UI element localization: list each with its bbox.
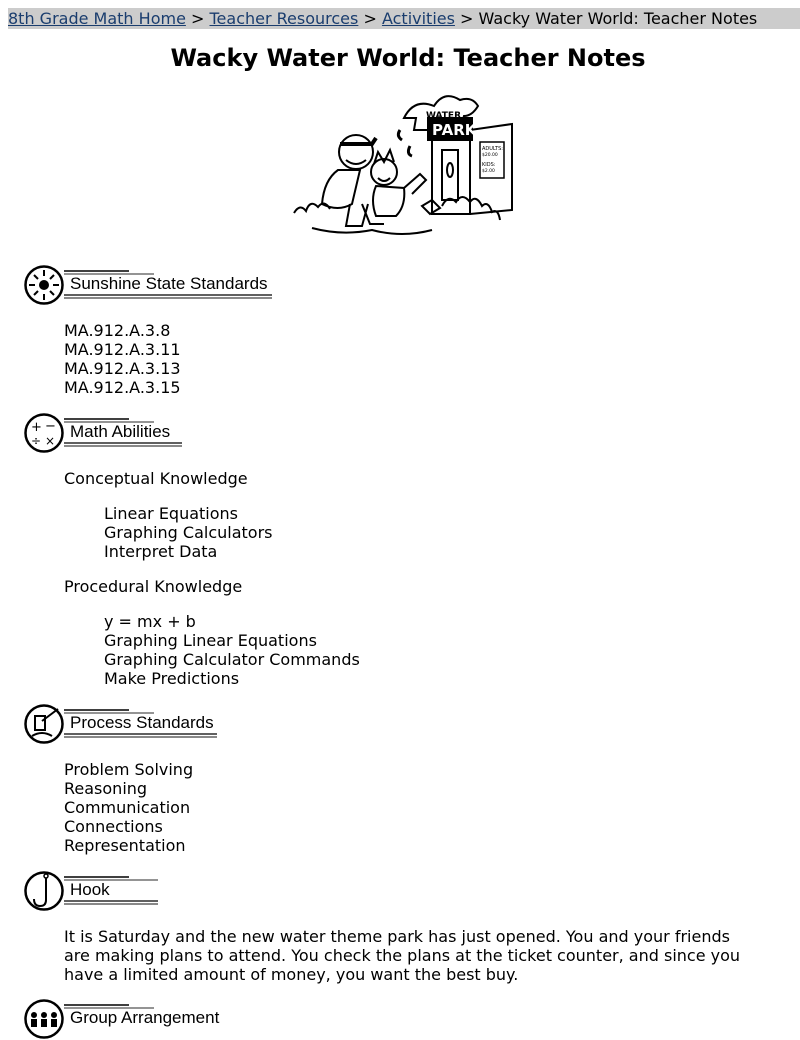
breadcrumb-link-activities[interactable]: Activities [381, 9, 455, 28]
section-header-sunshine-state-standards [24, 264, 274, 306]
standards-list [64, 321, 181, 397]
breadcrumb-link-home[interactable]: 8th Grade Math Home [8, 9, 186, 28]
svg-text:−: − [45, 419, 56, 434]
svg-text:$20.00: $20.00 [482, 153, 498, 158]
list-item: Interpret Data [104, 542, 218, 561]
svg-text:ADULTS:: ADULTS: [482, 146, 503, 152]
procedural-knowledge-list [104, 612, 360, 688]
section-title: Group Arrangement [70, 1008, 220, 1027]
breadcrumb-separator: > [363, 9, 382, 28]
list-item: Make Predictions [104, 669, 240, 688]
page-title: Wacky Water World: Teacher Notes [170, 44, 646, 72]
hook-paragraph: It is Saturday and the new water theme park has just opened. You and your friends are making plans to attend. You check the plans at the ticket counter, and since you have a limited amount of money, you want the best buy. [64, 927, 741, 984]
section-title: Sunshine State Standards [70, 274, 268, 293]
list-item: Problem Solving [64, 760, 194, 779]
svg-text:$2.00: $2.00 [482, 169, 495, 174]
process-standards-list [64, 760, 193, 855]
svg-text:PARK: PARK [432, 121, 477, 139]
breadcrumb-separator: > [191, 9, 210, 28]
breadcrumb-separator: > [460, 9, 479, 28]
section-title: Math Abilities [70, 422, 171, 441]
svg-text:÷: ÷ [31, 434, 42, 448]
breadcrumb [8, 8, 800, 29]
svg-text:KIDS:: KIDS: [482, 162, 496, 168]
list-item: Reasoning [64, 779, 148, 798]
list-item: Graphing Linear Equations [104, 631, 317, 650]
list-item: Graphing Calculator Commands [104, 650, 360, 669]
section-header-hook [24, 870, 160, 912]
list-item: Connections [64, 817, 163, 836]
svg-text:+: + [31, 420, 42, 435]
list-item: MA.912.A.3.15 [64, 378, 181, 397]
section-title: Process Standards [70, 713, 214, 732]
svg-text:×: × [45, 434, 56, 448]
list-item: MA.912.A.3.13 [64, 359, 181, 378]
list-item: Graphing Calculators [104, 523, 273, 542]
list-item: Linear Equations [104, 504, 239, 523]
list-item: Representation [64, 836, 186, 855]
list-item: MA.912.A.3.8 [64, 321, 171, 340]
conceptual-knowledge-list [104, 504, 273, 561]
section-header-group-arrangement [24, 998, 234, 1040]
svg-text:WATER: WATER [426, 111, 462, 121]
section-header-math-abilities [24, 412, 184, 454]
procedural-knowledge-label: Procedural Knowledge [64, 577, 243, 596]
section-header-process-standards [24, 703, 219, 745]
conceptual-knowledge-label: Conceptual Knowledge [64, 469, 248, 488]
section-title: Hook [70, 880, 110, 899]
breadcrumb-current: Wacky Water World: Teacher Notes [478, 9, 758, 28]
water-park-illustration [292, 88, 522, 248]
list-item: Communication [64, 798, 191, 817]
breadcrumb-link-teacher-resources[interactable]: Teacher Resources [209, 9, 359, 28]
list-item: MA.912.A.3.11 [64, 340, 181, 359]
list-item: y = mx + b [104, 612, 196, 631]
